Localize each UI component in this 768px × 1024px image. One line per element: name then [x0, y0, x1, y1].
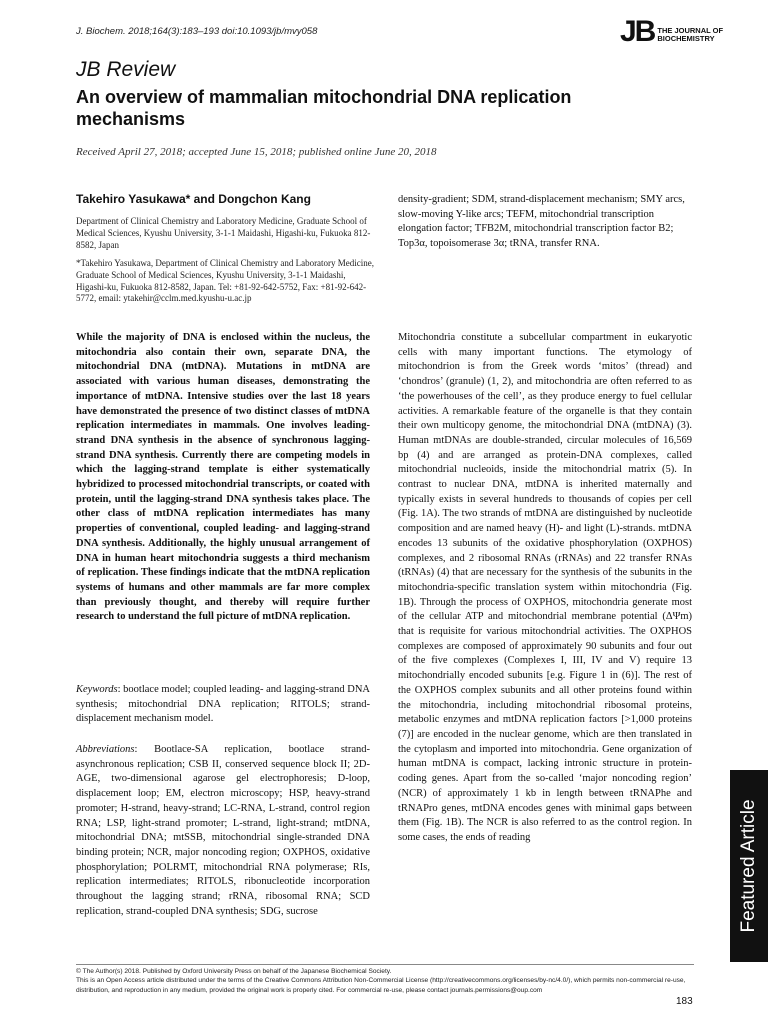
keywords-text: : bootlace model; coupled leading- and lagging-strand DNA synthesis; mitochondrial DNA replication; RITOLS; strand-displacement mechanism model.	[76, 684, 370, 725]
featured-article-label: Featured Article	[738, 799, 759, 933]
running-head: J. Biochem. 2018;164(3):183–193 doi:10.1093/jb/mvy058	[76, 26, 318, 37]
logo-mark: JB	[620, 15, 655, 48]
logo-line-2: BIOCHEMISTRY	[657, 34, 715, 43]
abstract: While the majority of DNA is enclosed within the nucleus, the mitochondria also contain their own, separate DNA, the mitochondrial DNA (mtDNA). Mutations in mtDNA are associated with various human diseases, demonstrating the importance of mtDNA. Intensive studies over the last 18 years have demonstrated the presence of two distinct classes of mtDNA replication intermediates in mammals. One involves leading-strand DNA synthesis in the absence of synchronous lagging-strand DNA synthesis. Currently there are competing models in which the lagging-strand template is either systematically hybridized to processed mitochondrial transcripts, or coated with protein, until the lagging-strand DNA synthesis takes place. The other class of mtDNA replication intermediates has many properties of conventional, coupled leading- and lagging-strand DNA synthesis. Additionally, the highly unusual arrangement of DNA in human heart mitochondria suggests a third mechanism of replication. These findings indicate that the mtDNA replication systems of humans and other mammals are far more complex than previously thought, and thereby will require further research to understand the full picture of mtDNA replication.	[76, 332, 370, 623]
keywords-label: Keywords	[76, 684, 118, 695]
introduction-paragraph: Mitochondria constitute a subcellular compartment in eukaryotic cells with many important functions. The etymology of mitochondrion is from the Greek words ‘mitos’ (thread) and ‘chondros’ (granule) (1, 2), and mitochondria are often referred to as ‘the powerhouses of the cell’, as they produce energy to fuel cellular activities. A remarkable feature of the organelle is that they contain their own multicopy genome, the mitochondrial DNA (mtDNA) (3). Human mtDNAs are double-stranded, circular molecules of 16,569 bp (4) and are arranged as protein-DNA complexes, called mitochondrial nucleoids, inside the mitochondrial matrix (5). In contrast to nuclear DNA, mtDNA is inherited maternally and typically exists in several hundreds to thousands of copies per cell (Fig. 1A). The two strands of mtDNA are distinguished by nucleotide composition and are named heavy (H)- and light (L)-strands. mtDNA encodes 13 subunits of the oxidative phosphorylation (OXPHOS) complexes, and 2 ribosomal RNAs (rRNAs) and 22 transfer RNAs (tRNAs) (4) that are necessary for the synthesis of the subunits in the mitochondria-specific translation system within mitochondria (Fig. 1B). Through the process of OXPHOS, mitochondria generate most of the cellular ATP and mitochondrial membrane potential (ΔΨm) that is requisite for various mitochondrial activities. The OXPHOS complexes are composed of approximately 90 subunits and four out of the five complexes (Complexes I, III, IV and V) require 13 mitochondrially encoded subunits [e.g. Figure 1 in (6)]. The rest of the OXPHOS complex subunits and all other proteins found within the mitochondria, including mitochondrial ribosomal proteins, metabolic enzymes and mtDNA replication factors [>1,000 proteins (7)] are encoded in the nuclear genome, which are then translated in the cytoplasm and imported into mitochondria. Gene organization of human mtDNA is compact, lacking intronic structure in protein-coding genes. Apart from the so-called ‘major noncoding region’ (NCR) of approximately 1 kb in length between tRNAPhe and tRNAPro genes, mtDNA encodes genes with minimal gaps between them (Fig. 1B). The NCR is also referred to as the control region. In some cases, the ends of reading	[398, 332, 692, 843]
section-label: JB Review	[76, 58, 176, 81]
logo-line-1: THE JOURNAL OF	[657, 26, 724, 35]
page-number: 183	[676, 996, 693, 1007]
footer-divider	[76, 964, 694, 965]
publication-dates: Received April 27, 2018; accepted June 15, 2018; published online June 20, 2018	[76, 146, 437, 158]
copyright-line: © The Author(s) 2018. Published by Oxford University Press on behalf of the Japanese Biochemical Society.	[76, 968, 392, 975]
abbreviations-continued: density-gradient; SDM, strand-displacement mechanism; SMY arcs, slow-moving Y-like arcs; TEFM, mitochondrial transcription elongation factor; TFB2M, mitochondrial transcription factor B2; Top3α, topoisomerase 3α; tRNA, transfer RNA.	[398, 194, 685, 250]
abbreviations-text: : Bootlace-SA replication, bootlace strand-asynchronous replication; CSB II, conserved sequence block II; 2D-AGE, two-dimensional agarose gel electrophoresis; D-loop, displacement loop; EM, electron microscopy; HSP, heavy-strand promoter; H-strand, heavy-strand; LC-RNA, L-strand, control region RNA; LSP, light-strand promoter; L-strand, light-strand; mtDNA, mitochondrial DNA; mtSSB, mitochondrial single-stranded DNA binding protein; NCR, major noncoding region; OXPHOS, oxidative phosphorylation; POLRMT, mitochondrial RNA polymerase; RIs, replication intermediates; RITOLS, ribonucleotide incorporation throughout the lagging strand; rRNA, ribosomal RNA; SCD replication, strand-coupled DNA synthesis; SDG, sucrose	[76, 744, 370, 917]
keywords	[76, 683, 370, 727]
logo-wordmark	[657, 27, 723, 43]
journal-logo	[620, 15, 724, 50]
affiliation: Department of Clinical Chemistry and Laboratory Medicine, Graduate School of Medical Sciences, Kyushu University, 3-1-1 Maidashi, Higashi-ku, Fukuoka 812-8582, Japan	[76, 216, 371, 250]
abbreviations	[76, 743, 370, 919]
featured-article-tab	[730, 770, 768, 962]
author-list: Takehiro Yasukawa* and Dongchon Kang	[76, 192, 311, 206]
correspondence: *Takehiro Yasukawa, Department of Clinical Chemistry and Laboratory Medicine, Graduate School of Medical Sciences, Kyushu University, 3-1-1 Maidashi, Higashi-ku, Fukuoka 812-8582, Japan. Tel: +81-92-642-5752, Fax: +81-92-642-5772, email: ytakehir@cclm.med.kyushu-u.ac.jp	[76, 258, 375, 304]
license-footer	[76, 967, 694, 995]
article-title: An overview of mammalian mitochondrial DNA replication mechanisms	[76, 87, 572, 129]
abbreviations-label: Abbreviations	[76, 744, 135, 755]
license-text: This is an Open Access article distributed under the terms of the Creative Commons Attribution Non-Commercial License (http://creativecommons.org/licenses/by-nc/4.0/), which permits non-commercial re-use, distribution, and reproduction in any medium, provided the original work is properly cited. For commercial re-use, please contact journals.permissions@oup.com	[76, 977, 686, 994]
